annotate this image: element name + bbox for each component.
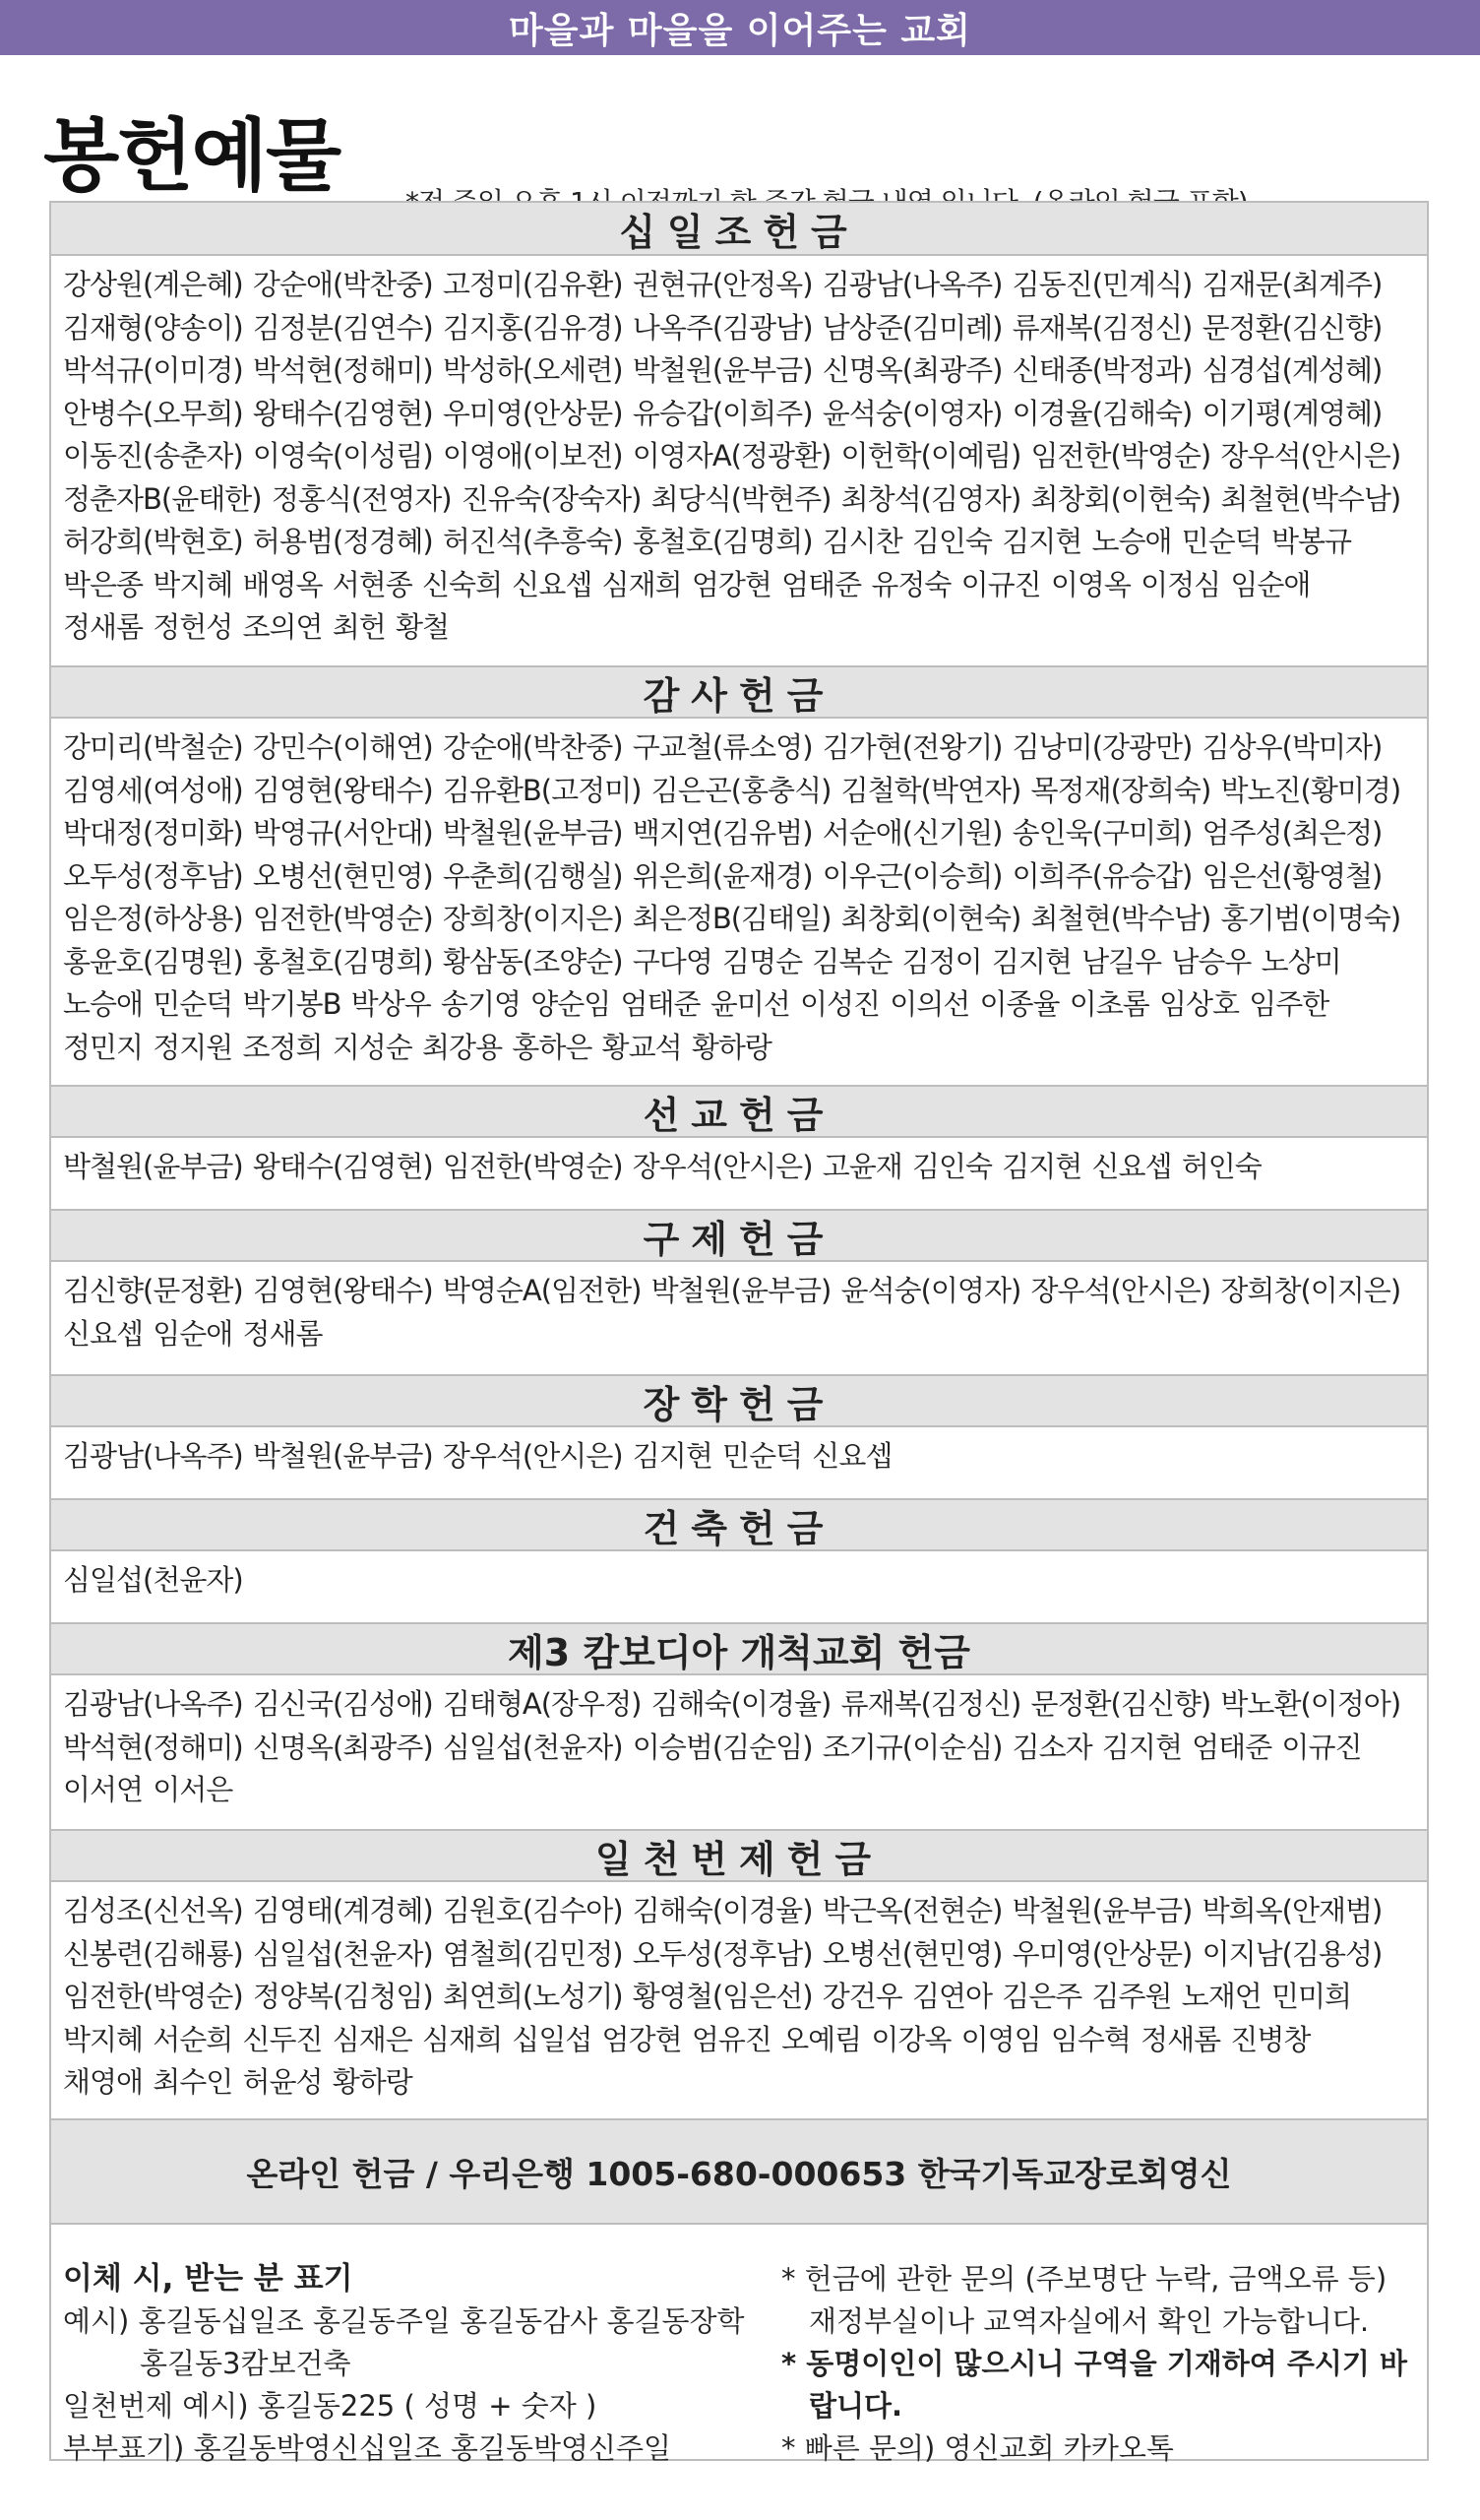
name-line: 허강희(박현호) 허용범(정경혜) 허진석(추흥숙) 홍철호(김명희) 김시찬 김인숙 김지현 노승애 민순덕 박봉규 (63, 525, 1352, 558)
name-line: 강미리(박철순) 강민수(이해연) 강순애(박찬중) 구교철(류소영) 김가현(전왕기) 김낭미(강광만) 김상우(박미자) (63, 730, 1383, 764)
section-title-thanks: 감사헌금 (51, 665, 1427, 719)
section-body-scholarship (51, 1427, 1427, 1498)
transfer-instructions (63, 2258, 745, 2470)
name-line: 이동진(송춘자) 이영숙(이성림) 이영애(이보전) 이영자A(정광환) 이헌학(이예림) 임전한(박영순) 장우석(안시은) (63, 439, 1401, 472)
section-body-relief (51, 1262, 1427, 1374)
name-line: 임은정(하상용) 임전한(박영순) 장희창(이지은) 최은정B(김태일) 최창회(이현숙) 최철현(박수남) 홍기범(이명숙) (63, 902, 1401, 935)
section-title-tithe: 십일조헌금 (51, 203, 1427, 256)
section-body-tithe (51, 256, 1427, 665)
section-body-thanks (51, 719, 1427, 1085)
section-title-thousand: 일천번제헌금 (51, 1829, 1427, 1882)
name-line: 채영애 최수인 허윤성 황하랑 (63, 2065, 412, 2099)
name-line: 강상원(계은혜) 강순애(박찬중) 고정미(김유환) 권현규(안정옥) 김광남(나옥주) 김동진(민계식) 김재문(최계주) (63, 268, 1383, 301)
name-line: 박철원(윤부금) 왕태수(김영현) 임전한(박영순) 장우석(안시은) 고윤재 김인숙 김지현 신요셉 허인숙 (63, 1150, 1262, 1183)
example-line: 홍길동3캄보건축 (140, 2347, 351, 2380)
name-line: 이서연 이서은 (63, 1773, 233, 1806)
transfer-heading: 이체 시, 받는 분 표기 (63, 2261, 353, 2297)
top-banner: 마을과 마을을 이어주는 교회 (0, 0, 1480, 55)
name-line: 안병수(오무희) 왕태수(김영현) 우미영(안상문) 유승갑(이희주) 윤석숭(이영자) 이경율(김해숙) 이기평(계영혜) (63, 396, 1383, 430)
section-title-building: 건축헌금 (51, 1498, 1427, 1551)
section-body-cambodia (51, 1675, 1427, 1829)
name-line: 홍윤호(김명원) 홍철호(김명희) 황삼동(조양순) 구다영 김명순 김복순 김정이 김지현 남길우 남승우 노상미 (63, 944, 1341, 978)
section-title-relief: 구제헌금 (51, 1209, 1427, 1262)
name-line: 신봉련(김해룡) 심일섭(천윤자) 염철희(김민정) 오두성(정후남) 오병선(현민영) 우미영(안상문) 이지남(김용성) (63, 1936, 1383, 1971)
name-line: 김재형(양송이) 김정분(김연수) 김지홍(김유경) 나옥주(김광남) 남상준(김미례) 류재복(김정신) 문정환(김신향) (63, 310, 1383, 345)
name-line: 정새롬 정헌성 조의연 최헌 황철 (63, 610, 450, 644)
name-line: 김영세(여성애) 김영현(왕태수) 김유환B(고정미) 김은곤(홍충식) 김철학(박연자) 목정재(장희숙) 박노진(황미경) (63, 773, 1401, 807)
name-line: 박지혜 서순희 신두진 심재은 심재희 십일섭 엄강현 엄유진 오예림 이강옥 이영임 임수혁 정새롬 진병창 (63, 2022, 1311, 2056)
name-line: 김광남(나옥주) 김신국(김성애) 김태형A(장우정) 김해숙(이경율) 류재복(김정신) 문정환(김신향) 박노환(이정아) (63, 1687, 1401, 1721)
namesake-note: * 동명이인이 많으시니 구역을 기재하여 주시기 바랍니다. (781, 2347, 1408, 2423)
example-line: 부부표기) 홍길동박영신십일조 홍길동박영신주일 (63, 2431, 672, 2465)
online-offering-bar: 온라인 헌금 / 우리은행 1005-680-000653 한국기독교장로회영신 (51, 2118, 1427, 2225)
section-title-scholarship: 장학헌금 (51, 1374, 1427, 1427)
example-line: 예시) 홍길동십일조 홍길동주일 홍길동감사 홍길동장학 (63, 2304, 745, 2338)
name-line: 노승애 민순덕 박기봉B 박상우 송기영 양순임 엄태준 윤미선 이성진 이의선 이종율 이초롬 임상호 임주한 (63, 987, 1329, 1021)
page-title: 봉헌예물 (43, 110, 340, 202)
name-line: 김신향(문정환) 김영현(왕태수) 박영순A(임전한) 박철원(윤부금) 윤석숭(이영자) 장우석(안시은) 장희창(이지은) (63, 1274, 1401, 1307)
section-body-mission (51, 1138, 1427, 1209)
section-title-cambodia: 제3 캄보디아 개척교회 헌금 (51, 1622, 1427, 1675)
example-line: 일천번제 예시) 홍길동225 ( 성명 + 숫자 ) (63, 2389, 597, 2423)
title-row (0, 55, 1480, 201)
section-body-building (51, 1551, 1427, 1622)
inquiry-note: * 헌금에 관한 문의 (주보명단 누락, 금액오류 등) 재정부실이나 교역자실에서 확인 가능합니다. (781, 2262, 1388, 2338)
name-line: 박석현(정해미) 신명옥(최광주) 심일섭(천윤자) 이승범(김순임) 조기규(이순심) 김소자 김지현 엄태준 이규진 (63, 1730, 1362, 1764)
name-line: 박대정(정미화) 박영규(서안대) 박철원(윤부금) 백지연(김유범) 서순애(신기원) 송인욱(구미희) 엄주성(최은정) (63, 816, 1383, 850)
name-line: 박석규(이미경) 박석현(정해미) 박성하(오세련) 박철원(윤부금) 신명옥(최광주) 신태종(박정과) 심경섭(계성혜) (63, 353, 1383, 387)
name-line: 임전한(박영순) 정양복(김청임) 최연희(노성기) 황영철(임은선) 강건우 김연아 김은주 김주원 노재언 민미희 (63, 1980, 1352, 2013)
inquiry-notes (781, 2258, 1421, 2470)
name-line: 정민지 정지원 조정희 지성순 최강용 홍하은 황교석 황하랑 (63, 1030, 771, 1064)
footer-notes (51, 2225, 1427, 2520)
offering-box (49, 201, 1429, 2465)
name-line: 심일섭(천윤자) (63, 1563, 243, 1597)
section-title-mission: 선교헌금 (51, 1085, 1427, 1138)
name-line: 오두성(정후남) 오병선(현민영) 우춘희(김행실) 위은희(윤재경) 이우근(이승희) 이희주(유승갑) 임은선(황영철) (63, 858, 1383, 893)
kakao-note: * 빠른 문의) 영신교회 카카오톡 (781, 2431, 1174, 2465)
name-line: 정춘자B(윤태한) 정홍식(전영자) 진유숙(장숙자) 최당식(박현주) 최창석(김영자) 최창회(이현숙) 최철현(박수남) (63, 481, 1401, 516)
section-body-thousand (51, 1882, 1427, 2118)
name-line: 김광남(나옥주) 박철원(윤부금) 장우석(안시은) 김지현 민순덕 신요셉 (63, 1439, 893, 1473)
name-line: 박은종 박지혜 배영옥 서현종 신숙희 신요셉 심재희 엄강현 엄태준 유정숙 이규진 이영옥 이정심 임순애 (63, 567, 1311, 601)
name-line: 신요셉 임순애 정새롬 (63, 1316, 323, 1351)
name-line: 김성조(신선옥) 김영태(계경혜) 김원호(김수아) 김해숙(이경율) 박근옥(전현순) 박철원(윤부금) 박희옥(안재범) (63, 1894, 1383, 1927)
